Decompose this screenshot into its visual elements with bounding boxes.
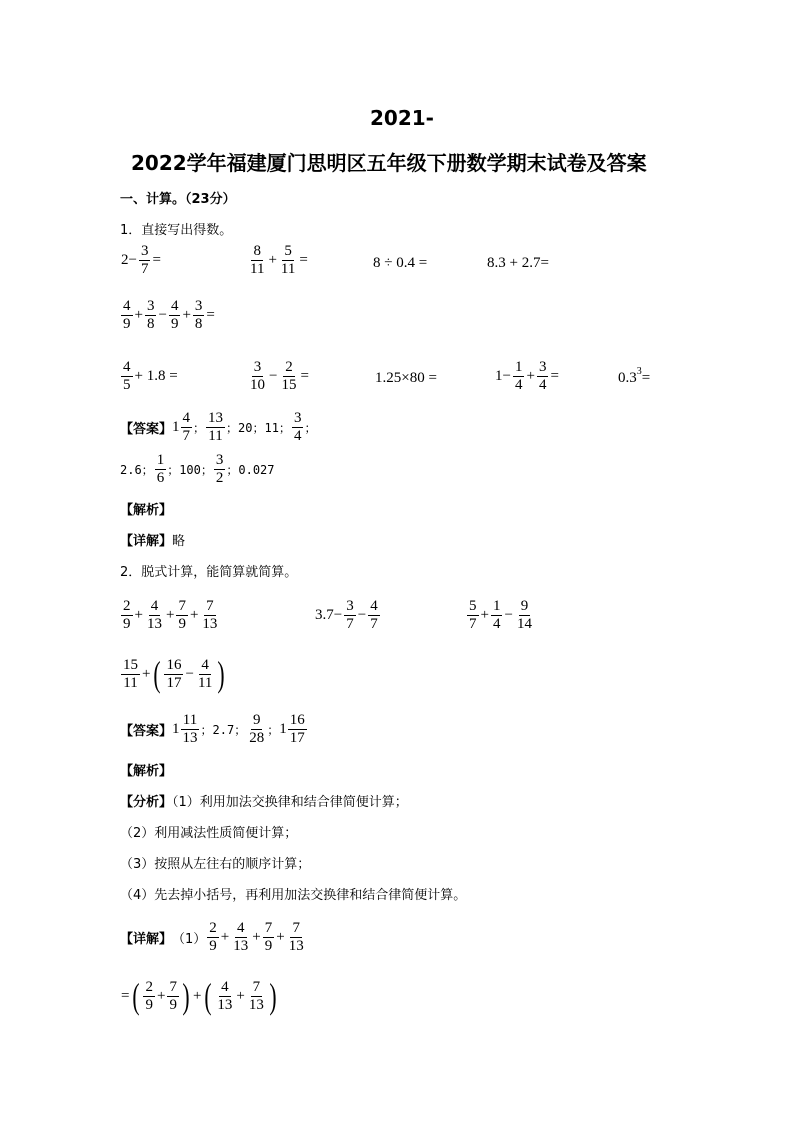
fraction-denominator: 11 (208, 428, 223, 444)
q1-expr-10 (618, 366, 651, 387)
q1-expr-6 (120, 359, 179, 394)
fraction (214, 452, 226, 487)
q1-answer-line-1 (120, 410, 316, 445)
fraction-numerator: 7 (178, 598, 186, 614)
fraction-denominator: 17 (289, 730, 305, 746)
math-token: （1）利用加法交换律和结合律简便计算； (172, 795, 408, 810)
fraction (279, 359, 298, 394)
math-token: + (189, 607, 199, 623)
fraction (206, 410, 225, 445)
math-token: 3.7− (315, 607, 343, 623)
math-token: （1） (172, 932, 207, 947)
fraction-denominator: 7 (346, 616, 354, 632)
math-token: = (641, 370, 651, 386)
math-token: ) (217, 654, 225, 694)
math-token: = (152, 252, 161, 268)
fraction-numerator: 2 (123, 598, 131, 614)
fraction-numerator: 7 (169, 978, 177, 995)
math-token: + (480, 607, 489, 623)
q1-prompt: 1．直接写出得数。 (120, 223, 233, 238)
math-token: ( (204, 976, 213, 1016)
fraction-numerator: 4 (123, 298, 131, 314)
fraction (207, 920, 219, 955)
fraction-numerator: 7 (252, 978, 261, 995)
math-token: + (252, 929, 261, 945)
q1-detail (120, 530, 185, 549)
fraction (181, 410, 193, 445)
q2-detail-line-1 (120, 920, 307, 955)
fraction-denominator: 7 (182, 428, 191, 444)
fraction-denominator: 10 (250, 377, 265, 393)
fraction-denominator: 9 (170, 316, 179, 332)
q2-answer (120, 712, 308, 747)
math-token: − (185, 665, 194, 682)
fraction-denominator: 9 (123, 316, 131, 332)
math-token: 2.6； (120, 463, 154, 477)
q2-fenxi-line-2: （2）利用减法性质简便计算； (120, 826, 298, 841)
fraction-numerator: 3 (538, 359, 547, 375)
fraction-denominator: 11 (197, 674, 213, 691)
fraction-numerator: 3 (215, 452, 224, 468)
math-token: ； (304, 421, 317, 435)
fraction (139, 243, 151, 278)
q2-expr-3 (466, 598, 535, 633)
fraction-numerator: 4 (237, 920, 245, 936)
fraction-numerator: 3 (293, 410, 302, 426)
fraction-numerator: 3 (140, 243, 149, 259)
q1-analysis-label: 【解析】 (120, 503, 173, 518)
fraction-numerator: 4 (370, 598, 378, 614)
math-token: + (134, 607, 143, 623)
fraction (155, 452, 167, 487)
math-token: + (220, 929, 230, 945)
math-token: + (182, 307, 191, 323)
fraction-numerator: 7 (264, 920, 273, 936)
math-token: + (268, 252, 277, 268)
math-token: ( (153, 654, 162, 694)
math-token: + (276, 929, 285, 945)
fraction-numerator: 5 (284, 243, 292, 259)
fraction-denominator: 7 (370, 616, 378, 632)
fraction (193, 298, 205, 333)
fraction-denominator: 13 (248, 996, 264, 1013)
fraction-denominator: 4 (293, 428, 302, 444)
fraction-denominator: 9 (123, 616, 131, 632)
fraction-numerator: 15 (123, 656, 138, 673)
fraction (292, 410, 304, 445)
fraction (169, 298, 181, 333)
fraction-numerator: 4 (182, 410, 191, 426)
fraction (247, 712, 266, 747)
math-token: 3 (636, 366, 642, 377)
fraction-numerator: 3 (346, 598, 354, 614)
fraction-numerator: 2 (145, 978, 153, 995)
q1-answer-line-2 (120, 452, 275, 487)
fraction-denominator: 13 (233, 938, 249, 954)
math-token: 【答案】 (120, 422, 173, 437)
q1-expr-3: 8 ÷ 0.4 = (373, 255, 428, 271)
fraction-numerator: 16 (289, 712, 305, 728)
fraction-numerator: 7 (206, 598, 214, 614)
math-token: 1− (495, 368, 511, 384)
fraction-numerator: 4 (170, 298, 179, 314)
fraction (145, 598, 164, 633)
fraction (368, 598, 380, 633)
math-token: ) (269, 976, 277, 1016)
fraction-numerator: 9 (520, 598, 529, 614)
math-token: + (134, 307, 143, 323)
q1-expr-1 (120, 243, 162, 278)
fraction-denominator: 17 (166, 674, 182, 691)
math-token: = (299, 252, 308, 268)
fraction-denominator: 11 (123, 674, 138, 691)
math-token: ；0.027 (226, 463, 275, 477)
math-token: 【分析】 (120, 795, 173, 810)
fraction (176, 598, 188, 633)
section-heading: 一、计算。（23分） (120, 192, 236, 207)
math-token: 1 (172, 721, 180, 737)
q1-expr-9 (494, 359, 560, 394)
fraction-numerator: 3 (146, 298, 155, 314)
fraction-denominator: 13 (182, 730, 198, 746)
fraction (121, 359, 133, 394)
fraction-numerator: 1 (156, 452, 165, 468)
fraction (164, 657, 183, 692)
fraction-denominator: 2 (215, 470, 224, 486)
math-token: + (236, 987, 245, 1004)
q1-expr-5 (120, 298, 216, 333)
fraction-denominator: 8 (194, 316, 203, 332)
fraction (121, 657, 140, 692)
math-token: ；20；11； (226, 421, 291, 435)
math-token: + (156, 987, 166, 1004)
math-token: 1 (279, 721, 287, 737)
math-token: ；2.7； (200, 723, 247, 737)
fraction-numerator: 5 (469, 598, 477, 614)
math-token: ；100； (167, 463, 213, 477)
fraction-denominator: 5 (123, 377, 131, 393)
fraction-numerator: 16 (166, 656, 182, 673)
fraction-numerator: 4 (123, 359, 131, 375)
math-token: − (269, 368, 278, 384)
fraction (231, 920, 250, 955)
math-token: + (165, 607, 175, 623)
math-token: = (206, 307, 215, 323)
fraction-denominator: 9 (145, 996, 153, 1013)
q2-detail-line-2 (120, 978, 279, 1014)
fraction-denominator: 9 (264, 938, 273, 954)
fraction-denominator: 9 (209, 938, 217, 954)
fraction-denominator: 6 (156, 470, 165, 486)
math-token: 【答案】 (120, 724, 173, 739)
math-token: = (550, 368, 559, 384)
fraction-denominator: 7 (469, 616, 477, 632)
math-token: − (357, 607, 367, 623)
fraction-denominator: 9 (178, 616, 186, 632)
fraction-numerator: 13 (208, 410, 224, 426)
fraction-denominator: 4 (538, 377, 547, 393)
fraction-denominator: 13 (146, 616, 162, 632)
math-token: + (526, 368, 535, 384)
fraction (247, 979, 266, 1014)
fraction-numerator: 2 (209, 920, 217, 936)
q2-prompt: 2．脱式计算，能简算就简算。 (120, 565, 298, 580)
math-token: − (504, 607, 513, 623)
fraction-denominator: 13 (202, 616, 218, 632)
fraction (467, 598, 479, 633)
fraction (200, 598, 219, 633)
math-token: 【详解】 (120, 534, 173, 549)
fraction-numerator: 4 (150, 598, 159, 614)
fraction (287, 920, 306, 955)
q2-expr-4 (120, 656, 227, 692)
fraction (248, 359, 267, 394)
fraction-denominator: 11 (250, 261, 265, 277)
math-token: 【详解】 (120, 932, 173, 947)
math-token: + 1.8 = (134, 368, 178, 384)
title-line-1: 2021- (370, 106, 434, 130)
fraction (145, 298, 157, 333)
fraction-denominator: 14 (516, 616, 532, 632)
fraction (143, 979, 155, 1014)
fraction-numerator: 11 (182, 712, 198, 728)
q1-expr-4: 8.3 + 2.7= (487, 255, 549, 271)
math-token: ； (193, 421, 206, 435)
math-token: 0.3 (618, 370, 637, 386)
fraction-denominator: 8 (146, 316, 155, 332)
math-token: + (142, 665, 151, 682)
q2-expr-2 (314, 598, 381, 633)
fraction (537, 359, 549, 394)
fraction-numerator: 7 (292, 920, 300, 936)
q2-analysis-label: 【解析】 (120, 764, 173, 779)
q1-expr-7 (247, 359, 310, 394)
math-token: ( (132, 976, 141, 1016)
math-token: − (158, 307, 167, 323)
q1-expr-8: 1.25×80 = (375, 370, 437, 386)
fraction-numerator: 8 (253, 243, 261, 259)
fraction-numerator: 1 (492, 598, 501, 614)
q2-fenxi-line-4: （4）先去掉小括号，再利用加法交换律和结合律简便计算。 (120, 888, 467, 903)
math-token: ； (267, 723, 280, 737)
fraction (167, 979, 179, 1014)
math-token: 2− (121, 252, 137, 268)
math-token: 略 (172, 534, 186, 549)
q2-fenxi-line-1 (120, 791, 408, 810)
math-token: ) (182, 976, 190, 1016)
fraction-denominator: 9 (169, 996, 177, 1013)
math-token: = (300, 368, 309, 384)
fraction (513, 359, 525, 394)
q2-fenxi-line-3: （3）按照从左往右的顺序计算； (120, 857, 311, 872)
q2-expr-1 (120, 598, 220, 633)
fraction-numerator: 1 (514, 359, 523, 375)
fraction (279, 243, 297, 278)
fraction (215, 979, 234, 1014)
fraction (491, 598, 503, 633)
fraction (248, 243, 266, 278)
fraction-denominator: 28 (249, 730, 265, 746)
title-line-2: 2022学年福建厦门思明区五年级下册数学期末试卷及答案 (131, 151, 647, 175)
q1-expr-2 (247, 243, 309, 278)
fraction-denominator: 15 (281, 377, 297, 393)
math-token: + (192, 987, 202, 1004)
fraction-denominator: 13 (288, 938, 304, 954)
fraction-numerator: 3 (253, 359, 262, 375)
fraction (263, 920, 275, 955)
fraction (121, 298, 133, 333)
fraction (181, 712, 200, 747)
fraction (196, 657, 214, 692)
fraction-denominator: 13 (217, 996, 233, 1013)
fraction-numerator: 4 (221, 978, 229, 995)
fraction-denominator: 7 (140, 261, 149, 277)
fraction-numerator: 3 (194, 298, 203, 314)
fraction (288, 712, 307, 747)
fraction-numerator: 4 (201, 656, 209, 673)
fraction-denominator: 4 (492, 616, 501, 632)
math-token: = (121, 987, 130, 1004)
fraction (121, 598, 133, 633)
math-token: 1 (172, 419, 180, 435)
fraction (344, 598, 356, 633)
fraction (515, 598, 534, 633)
fraction-numerator: 9 (252, 712, 261, 728)
fraction-denominator: 4 (514, 377, 523, 393)
fraction-numerator: 2 (285, 359, 293, 375)
fraction-denominator: 11 (280, 261, 296, 277)
